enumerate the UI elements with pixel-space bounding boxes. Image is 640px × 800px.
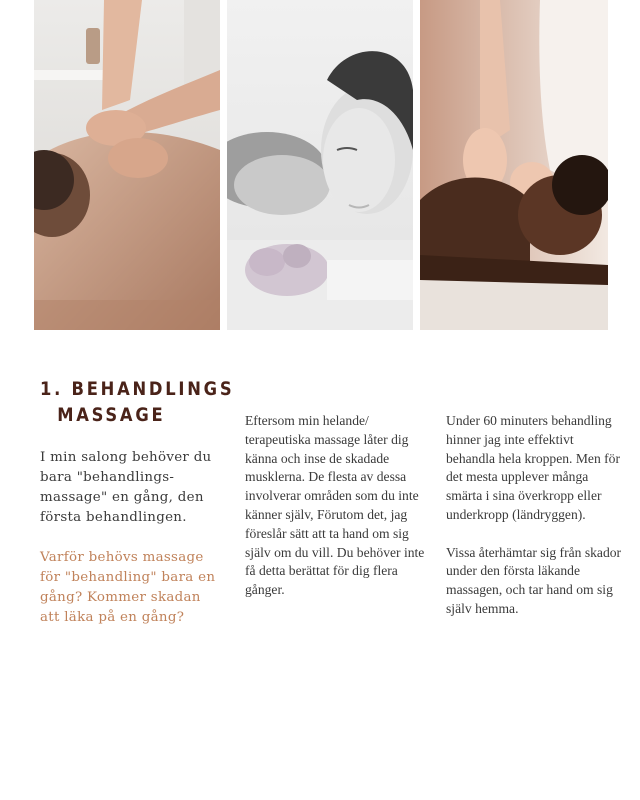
section-number: 1. [40, 378, 64, 400]
intro-paragraph: I min salong behöver du bara "behandlings-massage" en gång, den första behandlingen. [40, 450, 212, 525]
details-paragraph-2: Vissa återhämtar sig från skador under den första läkande massagen, och tar hand om sig själv hemma. [446, 544, 622, 616]
explanation-paragraph: Eftersom min helande/ terapeutiska massage låter dig känna och inse de skadade musklerna. De flesta av dessa involverar områden som du inte känner själv, Förutom det, jag föreslår sätt att ta hand om sig själv om du vill. Du behöver inte få detta berättat för dig flera gånger. [245, 413, 425, 598]
massage-back-photo [34, 0, 220, 330]
details-paragraph-1: Under 60 minuters behandling hinner jag inte effektivt behandla hela kroppen. Men för det mesta upplever många smärta i sina överkropp eller underkropp (ländryggen). [446, 413, 621, 522]
details-column [446, 412, 626, 619]
section-title-line1: BEHANDLINGS [71, 378, 235, 400]
section-title-line2: MASSAGE [57, 404, 166, 426]
question-paragraph: Varför behövs massage för "behandling" bara en gång? Kommer skadan att läka på en gång? [40, 550, 216, 625]
facial-treatment-photo [227, 0, 413, 330]
neck-massage-photo [420, 0, 608, 330]
section-heading [40, 376, 234, 428]
